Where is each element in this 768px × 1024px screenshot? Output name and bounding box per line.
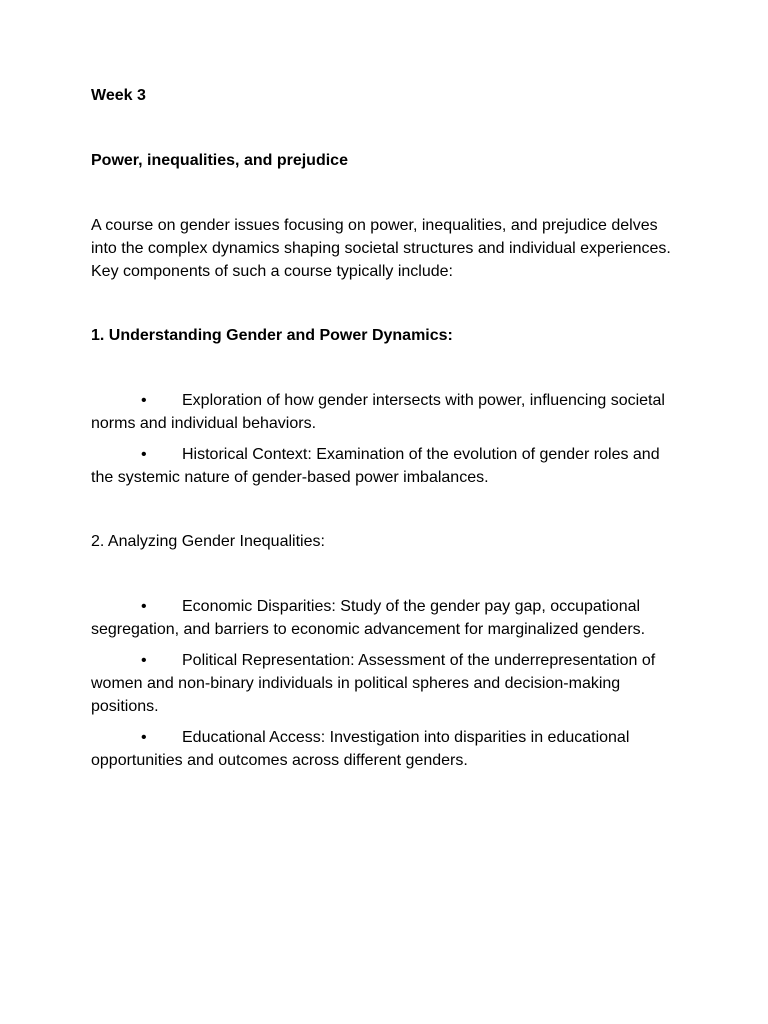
week-label: Week 3 [91,87,146,104]
list-item [91,595,681,641]
bullet-text: Economic Disparities: Study of the gender pay gap, occupational segregation, and barriers to economic advancement for marginalized genders. [91,598,646,638]
section-heading-2: 2. Analyzing Gender Inequalities: [91,533,325,550]
document-title: Power, inequalities, and prejudice [91,152,348,169]
bullet-icon: • [141,446,147,463]
bullet-icon: • [141,729,147,746]
list-item [91,649,681,718]
bullet-text: Historical Context: Examination of the evolution of gender roles and the systemic nature of gender-based power imbalances. [91,446,660,486]
bullet-text: Political Representation: Assessment of the underrepresentation of women and non-binary individuals in political spheres and decision-making positions. [91,652,656,715]
bullet-icon: • [141,598,147,615]
bullet-text: Educational Access: Investigation into disparities in educational opportunities and outcomes across different genders. [91,729,630,769]
bullet-text: Exploration of how gender intersects with power, influencing societal norms and individual behaviors. [91,392,665,432]
document-body [91,84,681,772]
list-item [91,726,681,772]
section-heading-1: 1. Understanding Gender and Power Dynamics: [91,327,453,344]
intro-paragraph: A course on gender issues focusing on power, inequalities, and prejudice delves into the complex dynamics shaping societal structures and individual experiences. Key components of such a course typically include: [91,217,671,280]
section-2-bullet-list [91,595,681,772]
list-item [91,443,681,489]
bullet-icon: • [141,392,147,409]
bullet-icon: • [141,652,147,669]
list-item [91,389,681,435]
section-1-bullet-list [91,389,681,489]
